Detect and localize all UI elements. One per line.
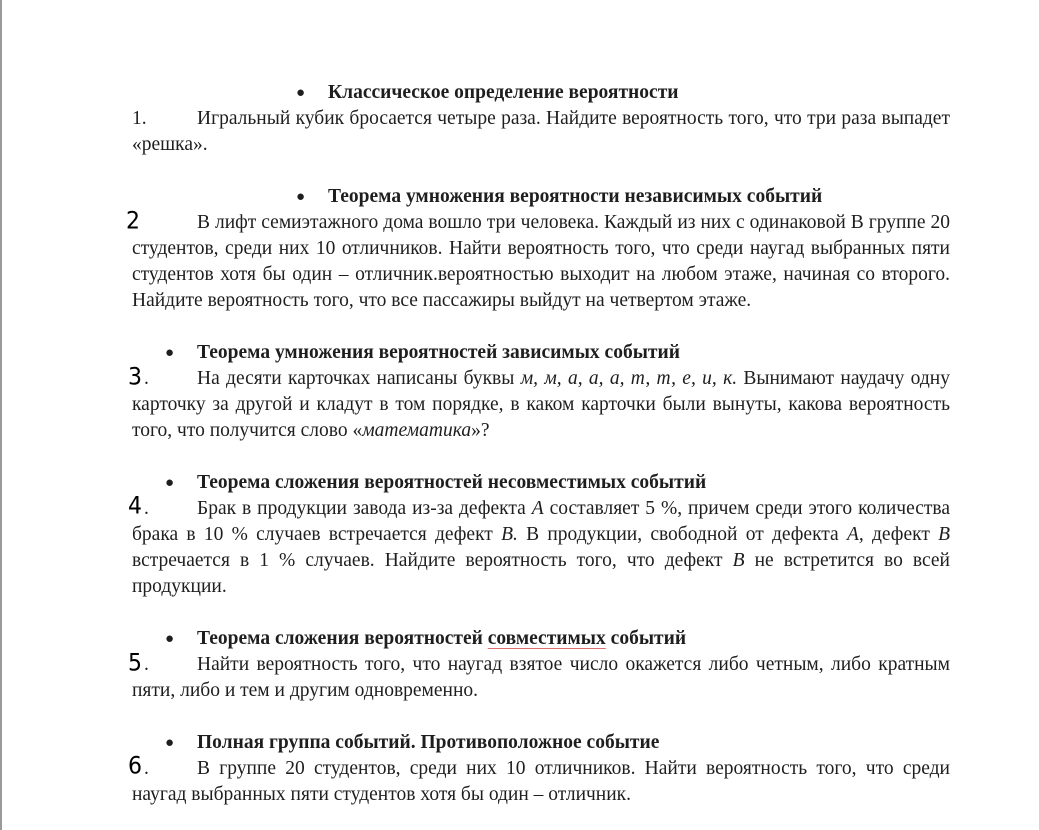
- heading-text: Теорема умножения вероятности независимых событий: [328, 186, 823, 207]
- heading-text: событий: [605, 628, 687, 649]
- italic-symbol: В: [938, 524, 951, 545]
- italic-symbol: В: [732, 550, 745, 571]
- problem-number: 1.: [132, 108, 147, 129]
- letters-italic: м, м, а, а, а, т, т, е, и, к.: [520, 368, 738, 389]
- problem-3: [128, 363, 950, 444]
- section-heading-complete-group: [132, 730, 950, 756]
- problem-text: Найти вероятность того, что наугад взятое число окажется либо четным, либо кратным пяти, либо и тем и другим одновременно.: [132, 654, 950, 701]
- number-dot: .: [144, 368, 149, 389]
- heading-text: Классическое определение вероятности: [328, 82, 679, 103]
- number-dot: .: [144, 654, 149, 675]
- bullet-icon: ●: [165, 735, 175, 751]
- problem-text-part: В продукции, свободной от дефекта: [517, 524, 847, 545]
- heading-text: Полная группа событий. Противоположное событие: [197, 732, 660, 753]
- heading-text: Теорема умножения вероятностей зависимых событий: [197, 342, 680, 363]
- problem-2: [126, 207, 950, 314]
- heading-underlined-word: совместимых: [487, 628, 606, 649]
- section-heading-incompatible: [132, 470, 950, 496]
- problem-6: [128, 752, 950, 808]
- problem-text: Игральный кубик бросается четыре раза. Найдите вероятность того, что три раза выпадет «решка».: [132, 108, 950, 155]
- handwritten-number-3: 3: [128, 363, 142, 392]
- section-heading-independent: [132, 184, 950, 210]
- italic-symbol: А: [531, 498, 544, 519]
- number-dot: .: [144, 498, 149, 519]
- bullet-icon: ●: [165, 475, 175, 491]
- italic-symbol: А,: [846, 524, 864, 545]
- problem-text-part: составляет 5 %, причем среди этого количества брака в 10 % случаев встречается дефект: [132, 498, 950, 545]
- problem-text-part: не встретится во всей продукции.: [132, 550, 950, 597]
- problem-text-part: встречается в 1 % случаев. Найдите вероятность того, что дефект: [132, 550, 733, 571]
- number-dot: .: [144, 758, 149, 779]
- problem-text-part: дефект: [863, 524, 939, 545]
- word-italic: математика: [362, 420, 472, 441]
- bullet-icon: ●: [296, 189, 306, 205]
- problem-5: [128, 649, 950, 704]
- italic-symbol: В.: [501, 524, 518, 545]
- problem-1: [132, 106, 950, 158]
- bullet-icon: ●: [165, 345, 175, 361]
- problem-text: В группе 20 студентов, среди них 10 отличников. Найти вероятность того, что среди наугад выбранных пяти студентов хотя бы один – отличник.: [132, 758, 950, 805]
- handwritten-number-4: 4: [128, 492, 142, 521]
- problem-text-part: »?: [471, 420, 490, 441]
- page-left-edge: [0, 0, 2, 830]
- handwritten-number-6: 6: [128, 752, 142, 781]
- problem-text: В лифт семиэтажного дома вошло три человека. Каждый из них с одинаковой В группе 20 студентов, среди них 10 отличников. Найти вероятность того, что среди наугад выбранных пяти студентов хотя бы один – отличник.вероятностью выходит на любом этаже, начиная со второго. Найдите вероятность того, что все пассажиры выйдут на четвертом этаже.: [132, 212, 950, 311]
- heading-text: Теорема сложения вероятностей несовместимых событий: [197, 472, 707, 493]
- heading-text: Теорема сложения вероятностей: [197, 628, 488, 649]
- problem-text-part: На десяти карточках написаны буквы: [197, 368, 521, 389]
- problem-4: [128, 492, 951, 600]
- document-body: [126, 80, 951, 808]
- handwritten-number-5: 5: [128, 649, 142, 678]
- bullet-icon: ●: [165, 631, 175, 647]
- handwritten-number-2: 2: [126, 207, 140, 236]
- problem-text-part: Вынимают наудачу одну карточку за другой и кладут в том порядке, в каком карточки были вынуты, какова вероятность того, что получится слово «: [132, 368, 950, 441]
- bullet-icon: ●: [296, 85, 306, 101]
- section-heading-compatible: [132, 626, 950, 652]
- problem-text-part: Брак в продукции завода из-за дефекта: [197, 498, 532, 519]
- section-heading-classical: [132, 80, 950, 106]
- section-heading-dependent: [132, 340, 950, 366]
